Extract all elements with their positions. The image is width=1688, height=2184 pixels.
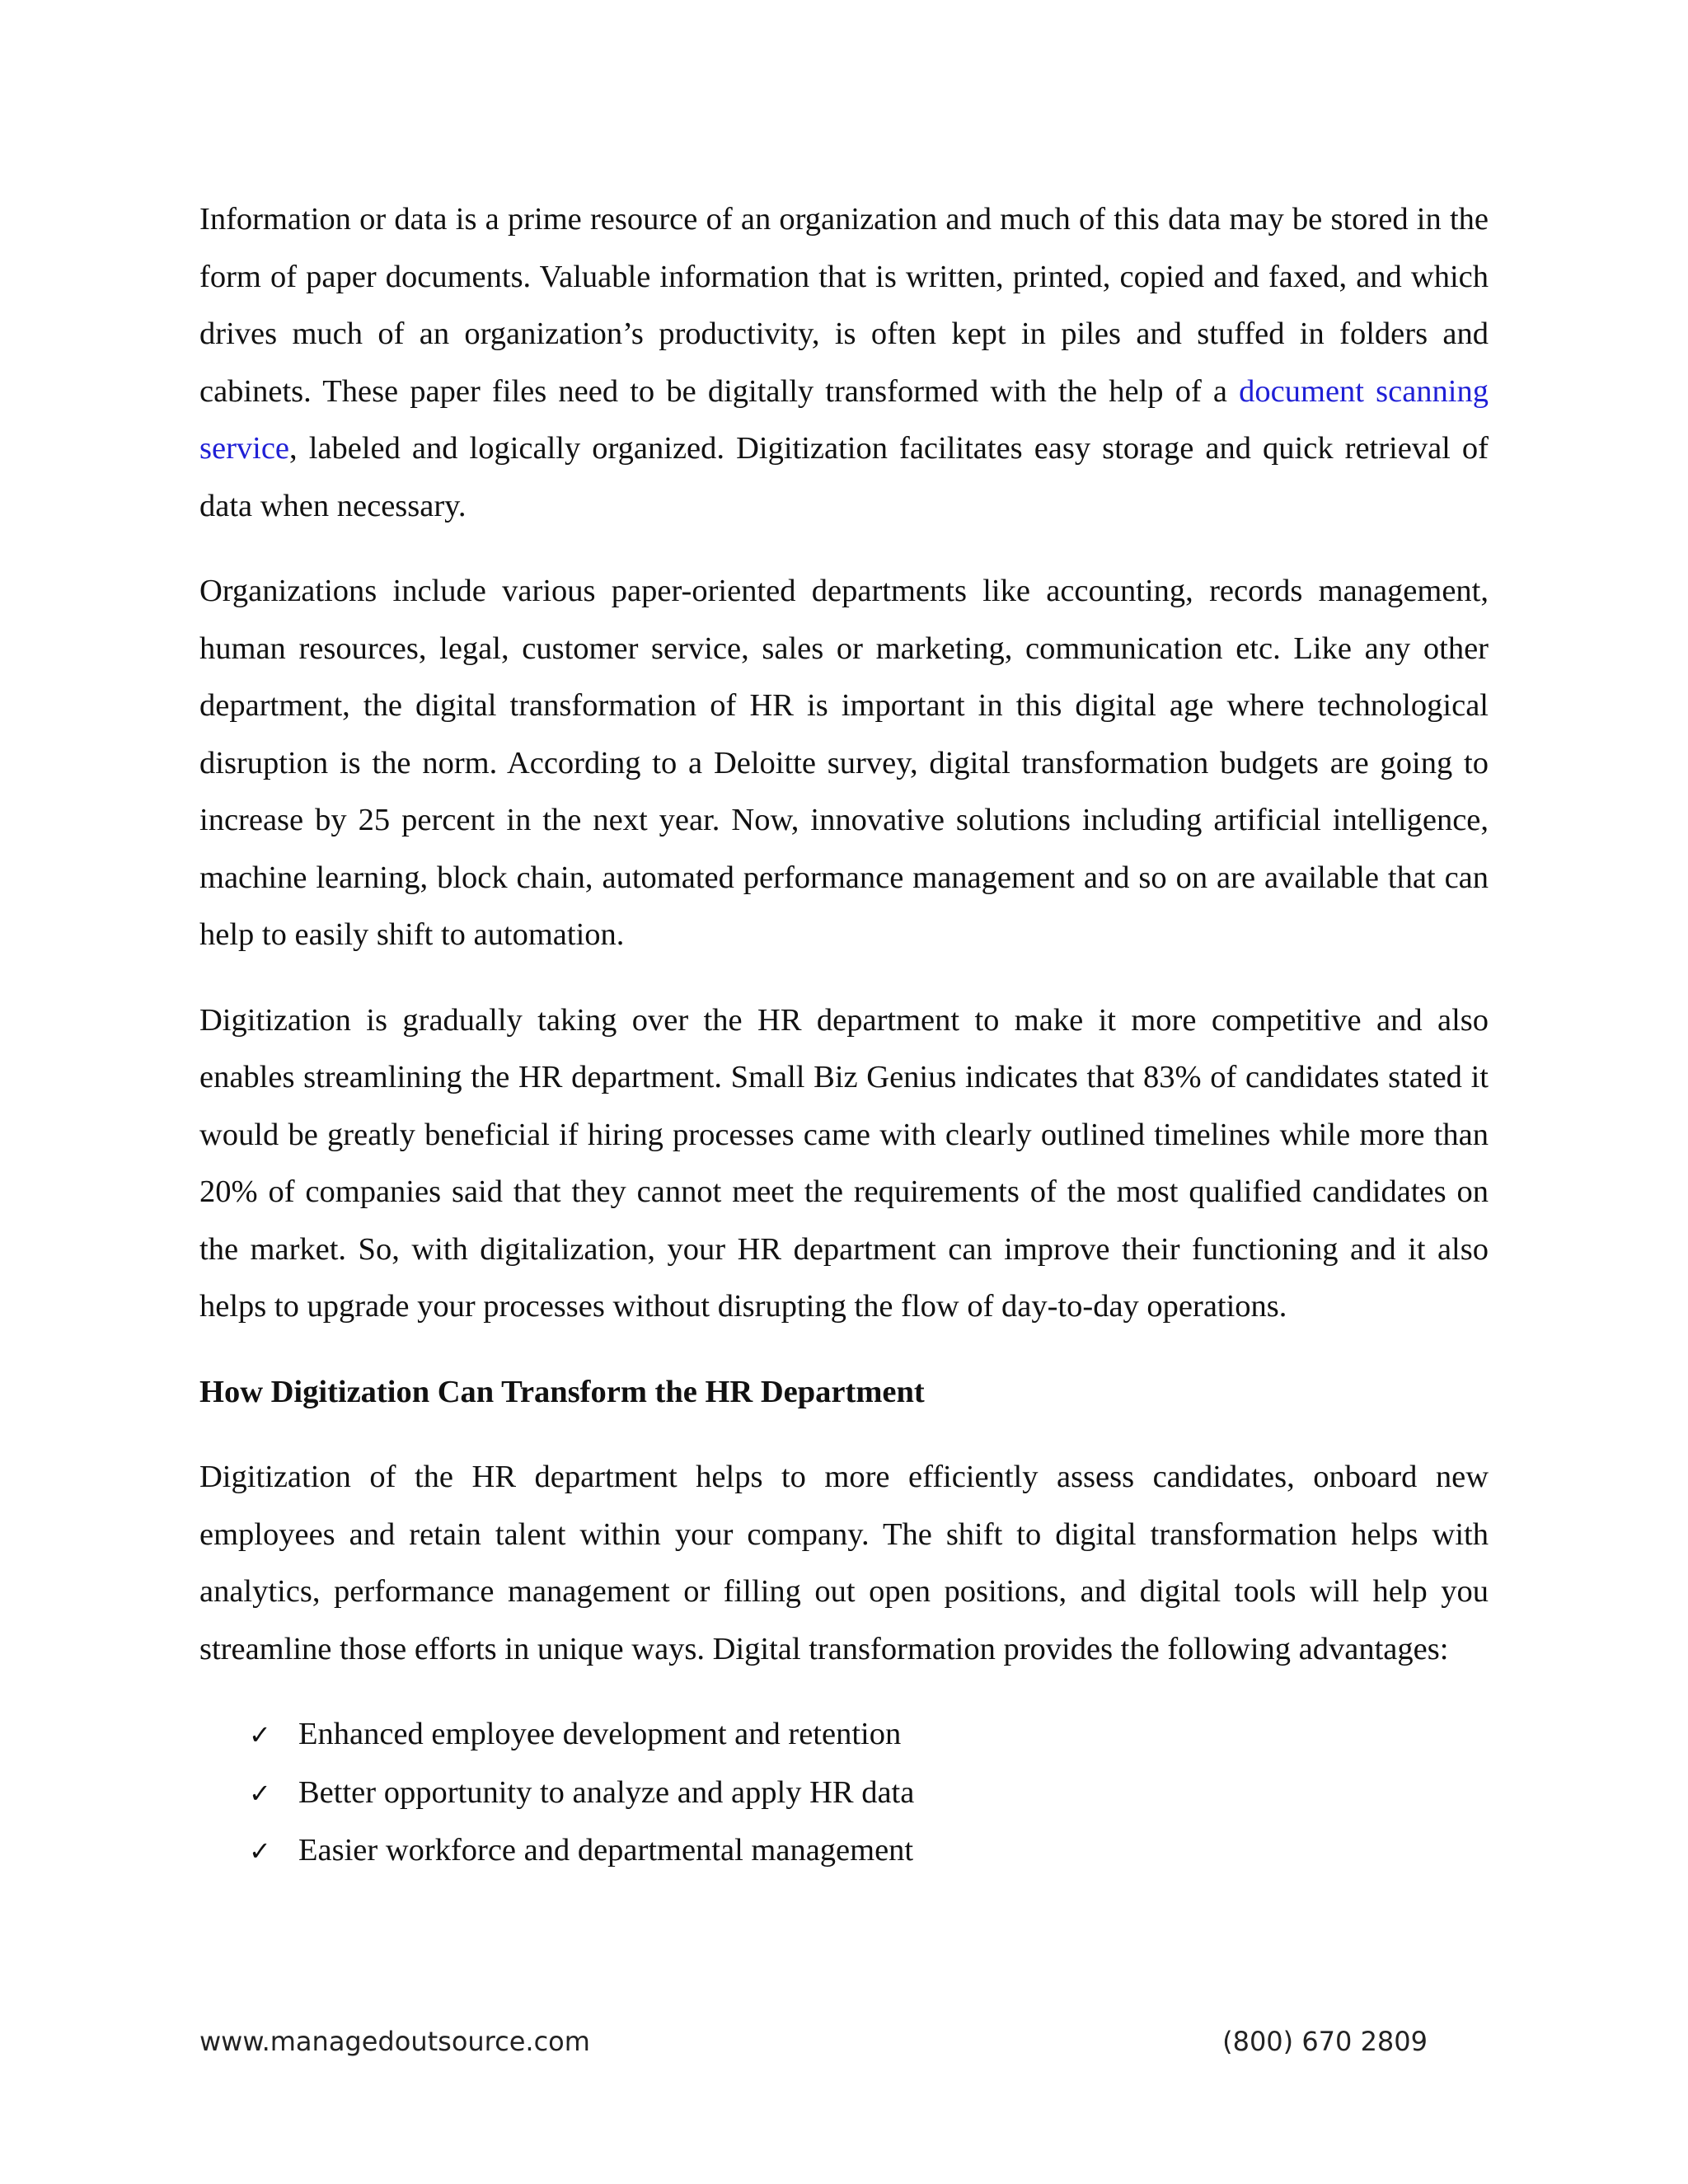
checkmark-icon: ✓ [249,1719,271,1750]
section-heading: How Digitization Can Transform the HR Department [199,1374,925,1409]
list-item [249,1765,1489,1823]
advantages-list [199,1706,1489,1881]
document-body [199,191,1489,1881]
list-item [249,1822,1489,1881]
paragraph-advantages-intro: Digitization of the HR department helps to more efficiently assess candidates, onboard new employees and retain talent within your company. The shift to digital transformation helps with analytics, performance management or filling out open positions, and digital tools will help you streamline those efforts in unique ways. Digital transformation provides the following advantages: [199,1460,1489,1666]
footer-phone-number: (800) 670 2809 [1222,2026,1428,2057]
footer-website-link[interactable]: www.managedoutsource.com [199,2026,590,2057]
checkmark-icon: ✓ [249,1777,271,1809]
paragraph-departments: Organizations include various paper-oriented departments like accounting, records management, human resources, legal, customer service, sales or marketing, communication etc. Like any other department, the digital transformation of HR is important in this digital age where technological disruption is the norm. According to a Deloitte survey, digital transformation budgets are going to increase by 25 percent in the next year. Now, innovative solutions including artificial intelligence, machine learning, block chain, automated performance management and so on are available that can help to easily shift to automation. [199,574,1489,952]
page-footer [199,2026,1428,2057]
paragraph-intro [199,191,1489,535]
list-item-text: Better opportunity to analyze and apply HR data [298,1774,915,1810]
checkmark-icon: ✓ [249,1835,271,1867]
paragraph-intro-text-start: Information or data is a prime resource of an organization and much of this data may be stored in the form of paper documents. Valuable information that is written, printed, copied and faxed, and which drives much of an organization’s productivity, is often kept in piles and stuffed in folders and cabinets. These paper files need to be digitally transformed with the help of a [199,202,1489,409]
document-scanning-service-link[interactable]: document scanning service [199,373,1489,466]
list-item-text: Easier workforce and departmental management [298,1833,914,1868]
paragraph-intro-text-end: , labeled and logically organized. Digitization facilitates easy storage and quick retrieval of data when necessary. [199,431,1489,523]
paragraph-hr-digitization: Digitization is gradually taking over the HR department to make it more competitive and also enables streamlining the HR department. Small Biz Genius indicates that 83% of candidates stated it would be greatly beneficial if hiring processes came with clearly outlined timelines while more than 20% of companies said that they cannot meet the requirements of the most qualified candidates on the market. So, with digitalization, your HR department can improve their functioning and it also helps to upgrade your processes without disrupting the flow of day-to-day operations. [199,1002,1489,1324]
list-item [249,1706,1489,1765]
list-item-text: Enhanced employee development and retention [298,1717,902,1751]
